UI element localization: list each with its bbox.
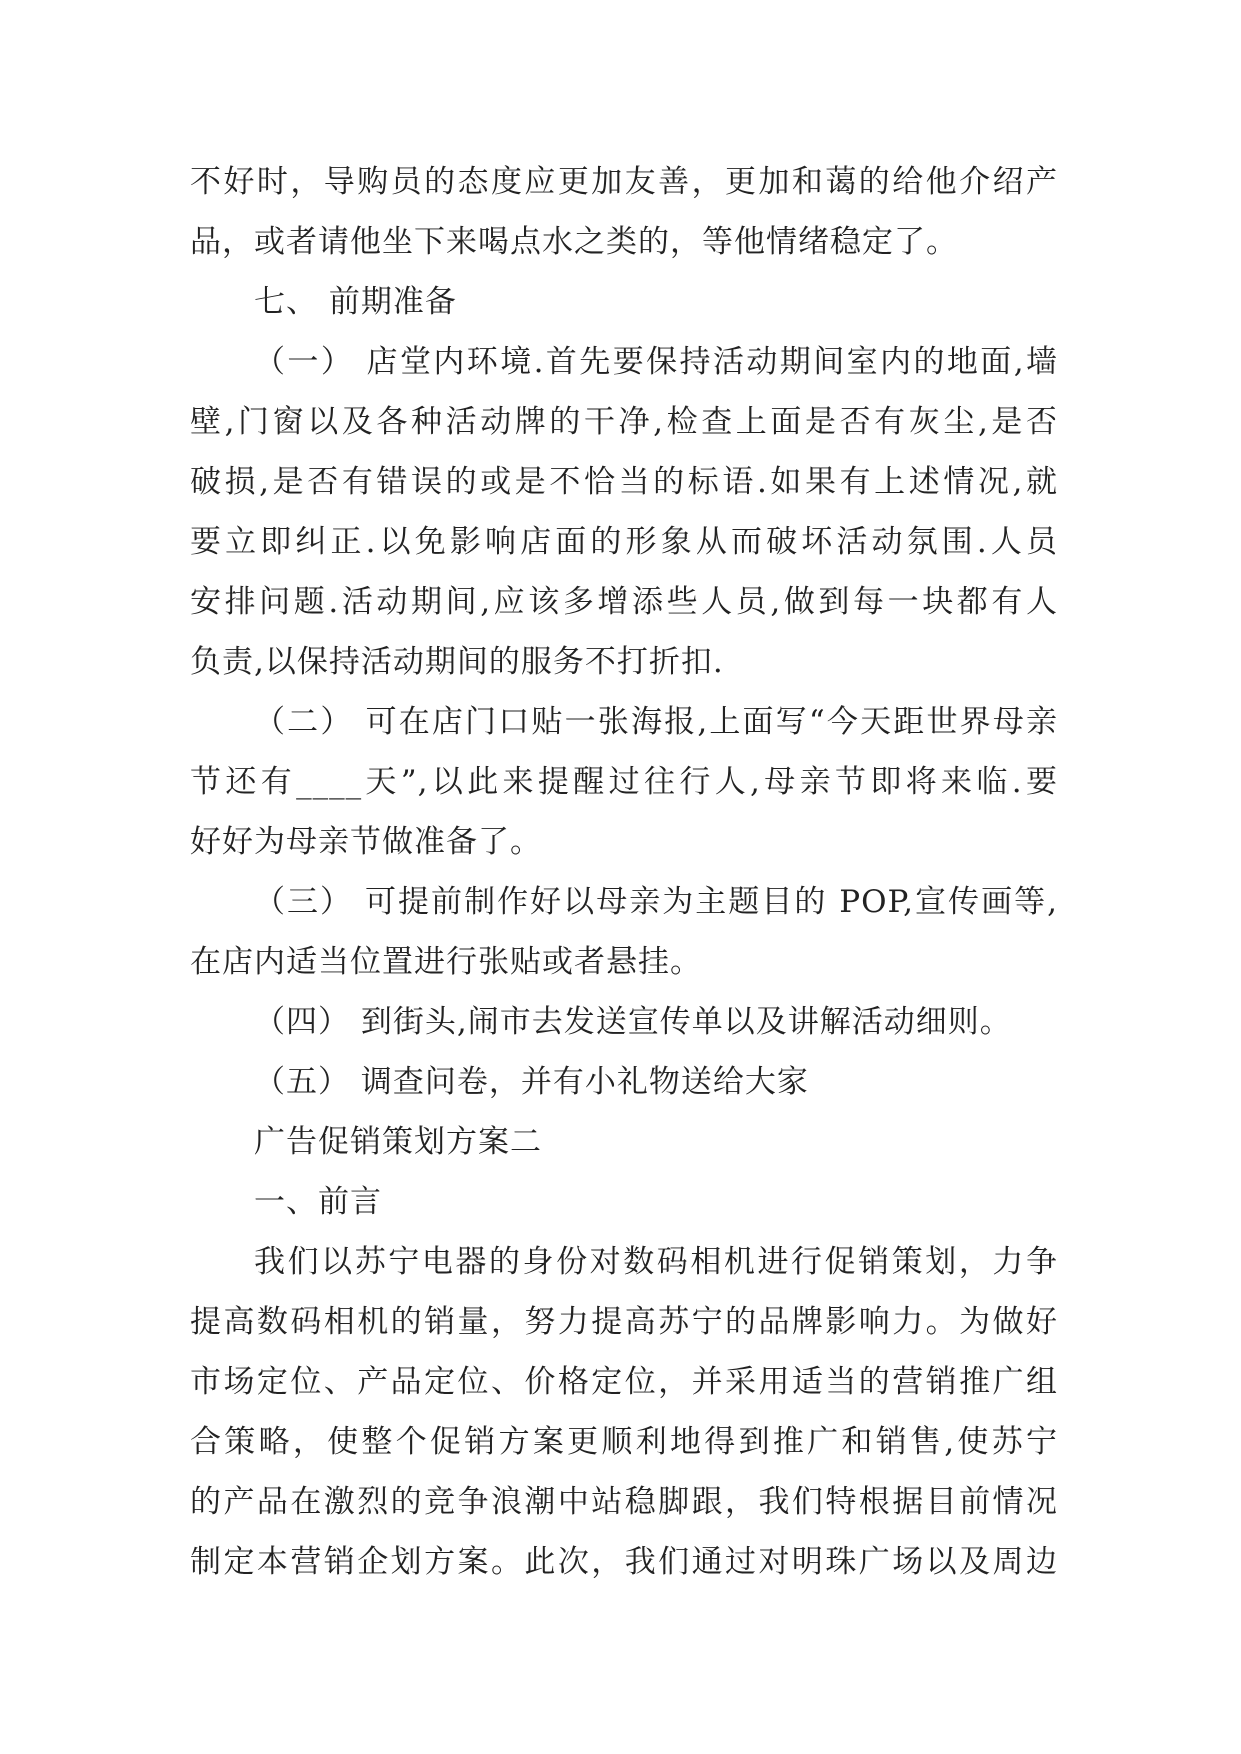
- text-line: 市场定位、产品定位、价格定位，并采用适当的营销推广组: [190, 1364, 1058, 1400]
- text-line: 节还有____天”,以此来提醒过往行人,母亲节即将来临.要: [190, 764, 1058, 800]
- section-heading: 广告促销策划方案二: [254, 1124, 542, 1160]
- text-line: 不好时，导购员的态度应更加友善，更加和蔼的给他介绍产: [190, 164, 1058, 200]
- text-line: （五） 调查问卷，并有小礼物送给大家: [254, 1064, 809, 1100]
- text-line: 负责,以保持活动期间的服务不打折扣.: [190, 644, 724, 680]
- text-line: 在店内适当位置进行张贴或者悬挂。: [190, 944, 702, 980]
- text-line: 要立即纠正.以免影响店面的形象从而破坏活动氛围.人员: [190, 524, 1058, 560]
- text-line: （一） 店堂内环境.首先要保持活动期间室内的地面,墙: [254, 344, 1058, 380]
- section-heading: 七、 前期准备: [254, 284, 457, 320]
- text-line: 品，或者请他坐下来喝点水之类的，等他情绪稳定了。: [190, 224, 958, 260]
- text-line: 提高数码相机的销量，努力提高苏宁的品牌影响力。为做好: [190, 1304, 1058, 1340]
- text-line: 我们以苏宁电器的身份对数码相机进行促销策划，力争: [254, 1244, 1058, 1280]
- text-line: （三） 可提前制作好以母亲为主题目的 POP,宣传画等,: [254, 884, 1058, 920]
- text-line: （四） 到街头,闹市去发送宣传单以及讲解活动细则。: [254, 1004, 1012, 1040]
- section-heading: 一、前言: [254, 1184, 382, 1220]
- text-line: 安排问题.活动期间,应该多增添些人员,做到每一块都有人: [190, 584, 1058, 620]
- text-line: （二） 可在店门口贴一张海报,上面写“今天距世界母亲: [254, 704, 1058, 740]
- text-line: 合策略，使整个促销方案更顺利地得到推广和销售,使苏宁: [190, 1424, 1058, 1460]
- document-body: [190, 152, 1058, 1592]
- text-line: 好好为母亲节做准备了。: [190, 824, 542, 860]
- text-line: 制定本营销企划方案。此次，我们通过对明珠广场以及周边: [190, 1544, 1058, 1580]
- text-line: 壁,门窗以及各种活动牌的干净,检查上面是否有灰尘,是否: [190, 404, 1058, 440]
- text-line: 破损,是否有错误的或是不恰当的标语.如果有上述情况,就: [190, 464, 1058, 500]
- text-line: 的产品在激烈的竞争浪潮中站稳脚跟，我们特根据目前情况: [190, 1484, 1058, 1520]
